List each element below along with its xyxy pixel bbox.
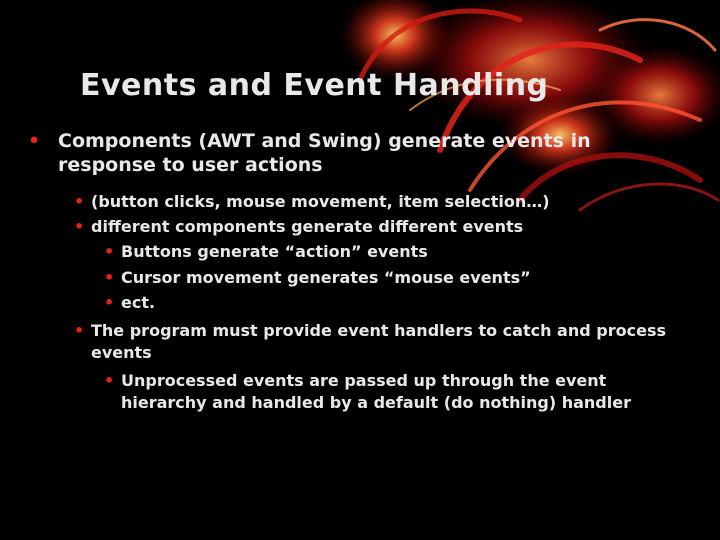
bullet-text: Cursor movement generates “mouse events” bbox=[121, 268, 531, 287]
bullet-dot: • bbox=[74, 217, 85, 236]
bullet-dot: • bbox=[74, 192, 85, 211]
bullet-level3 bbox=[104, 241, 684, 263]
bullet-text: different components generate different events bbox=[91, 217, 524, 236]
bullet-text: Buttons generate “action” events bbox=[121, 242, 428, 261]
bullet-text: The program must provide event handlers to catch and process events bbox=[91, 321, 666, 362]
bullet-dot: • bbox=[104, 268, 115, 287]
bullet-dot: • bbox=[104, 371, 115, 390]
bullet-text: (button clicks, mouse movement, item selection…) bbox=[91, 192, 550, 211]
bullet-text: Components (AWT and Swing) generate events in response to user actions bbox=[58, 130, 591, 176]
bullet-level3 bbox=[104, 292, 684, 314]
bullet-level3 bbox=[104, 267, 684, 289]
bullet-dot: • bbox=[28, 130, 41, 152]
bullet-level2 bbox=[74, 216, 674, 238]
bullet-text: Unprocessed events are passed up through the event hierarchy and handled by a default (do nothing) handler bbox=[121, 371, 631, 412]
bullet-level1 bbox=[28, 129, 688, 177]
bullet-dot: • bbox=[74, 321, 85, 340]
bullet-text: ect. bbox=[121, 293, 156, 312]
bullet-dot: • bbox=[104, 242, 115, 261]
bullet-level3 bbox=[104, 370, 664, 414]
bullet-level2 bbox=[74, 320, 704, 364]
slide-title: Events and Event Handling bbox=[80, 68, 549, 103]
bullet-level2 bbox=[74, 191, 674, 213]
bullet-dot: • bbox=[104, 293, 115, 312]
